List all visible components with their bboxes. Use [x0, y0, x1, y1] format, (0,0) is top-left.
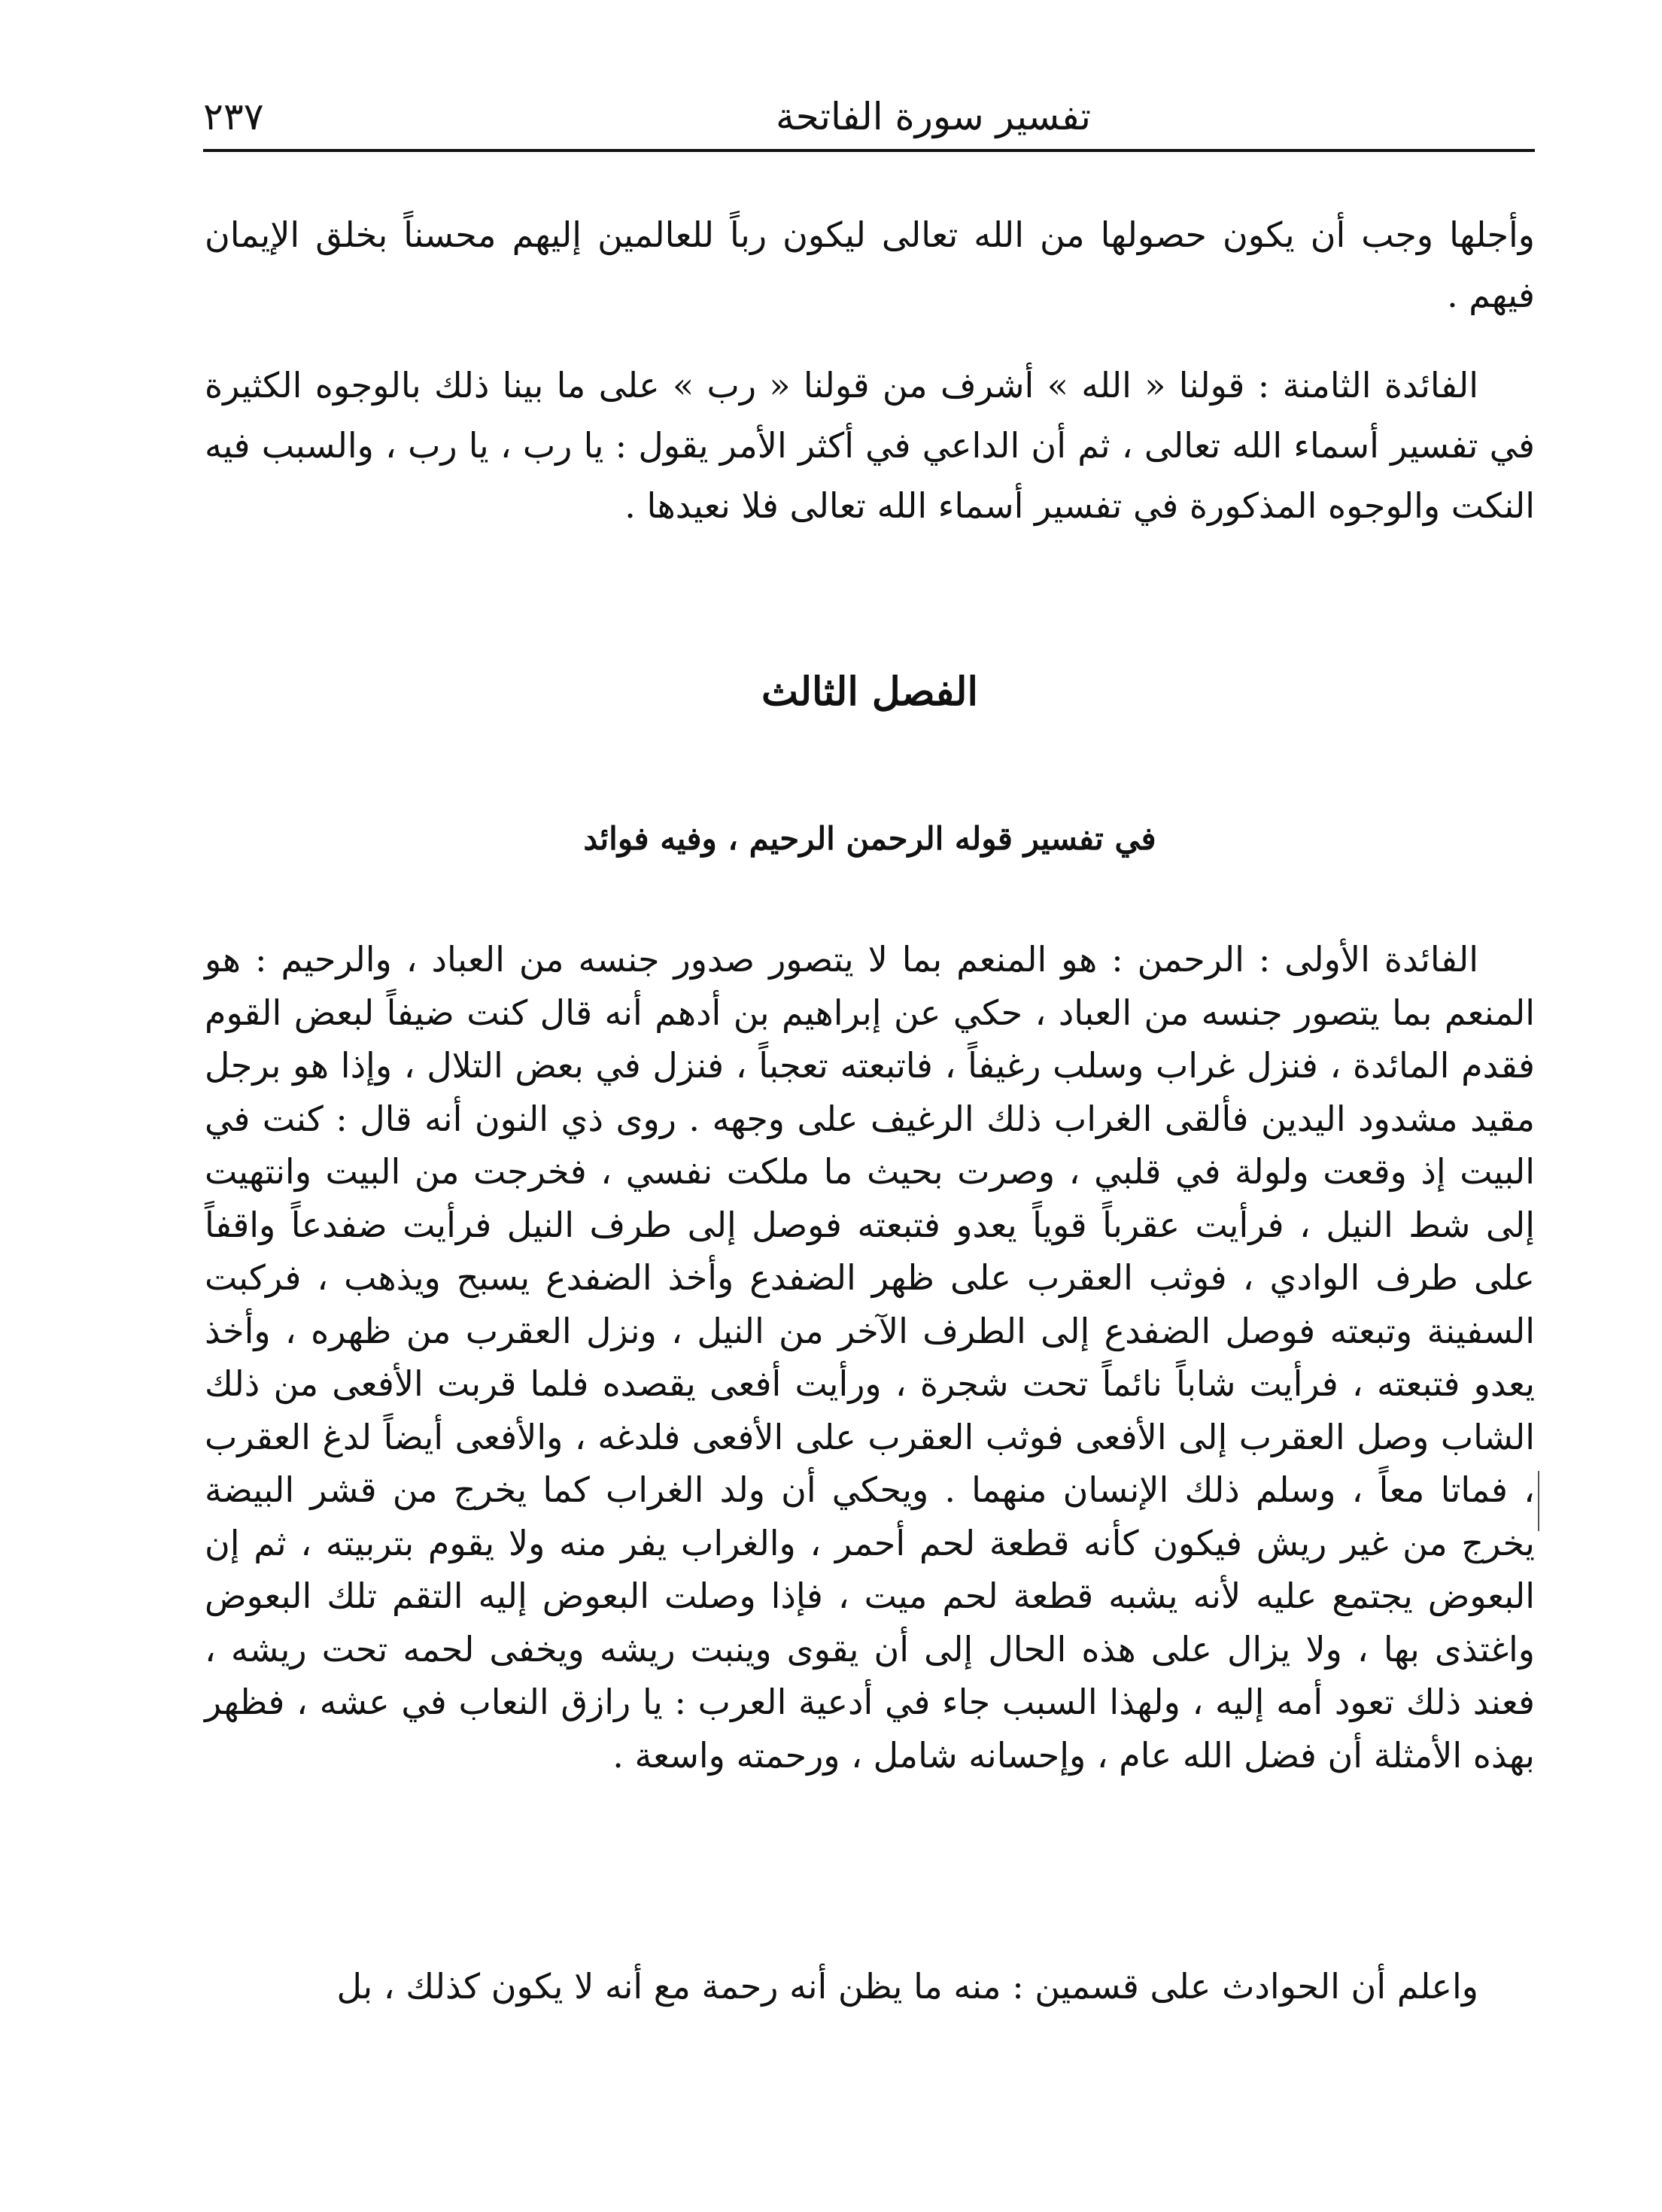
running-header — [203, 83, 1535, 150]
chapter-title: الفصل الثالث — [761, 669, 978, 715]
margin-mark — [1538, 1471, 1539, 1531]
paragraph-events — [205, 1956, 1535, 2016]
paragraph-eighth-benefit — [205, 355, 1535, 536]
paragraph-text: الفائدة الثامنة : قولنا « الله » أشرف من قولنا « رب » على ما بينا ذلك بالوجوه الكثيرة في تفسير أسماء الله تعالى ، ثم أن الداعي في أكثر الأمر يقول : يا رب ، يا رب ، والسبب فيه النكت والوجوه المذكورة في تفسير أسماء الله تعالى فلا نعيدها . — [205, 365, 1535, 526]
paragraph-text: الفائدة الأولى : الرحمن : هو المنعم بما لا يتصور صدور جنسه من العباد ، والرحيم : هو المنعم بما يتصور جنسه من العباد ، حكي عن إبراهيم بن أدهم أنه قال كنت ضيفاً لبعض القوم فقدم المائدة ، فنزل غراب وسلب رغيفاً ، فاتبعته تعجباً ، فنزل في بعض التلال ، وإذا هو برجل مقيد مشدود اليدين فألقى الغراب ذلك الرغيف على وجهه . روى ذي النون أنه قال : كنت في البيت إذ وقعت ولولة في قلبي ، وصرت بحيث ما ملكت نفسي ، فخرجت من البيت وانتهيت إلى شط النيل ، فرأيت عقرباً قوياً يعدو فتبعته فوصل إلى طرف النيل فرأيت ضفدعاً واقفاً على طرف الوادي ، فوثب العقرب على ظهر الضفدع وأخذ الضفدع يسبح ويذهب ، فركبت السفينة وتبعته فوصل الضفدع إلى الطرف الآخر من النيل ، ونزل العقرب من ظهره ، وأخذ يعدو فتبعته ، فرأيت شاباً نائماً تحت شجرة ، ورأيت أفعى يقصده فلما قربت الأفعى من ذلك الشاب وصل العقرب إلى الأفعى فوثب العقرب على الأفعى فلدغه ، والأفعى أيضاً لدغ العقرب ، فماتا معاً ، وسلم ذلك الإنسان منهما . ويحكي أن ولد الغراب كما يخرج من قشر البيضة يخرج من غير ريش فيكون كأنه قطعة لحم أحمر ، والغراب يفر منه ولا يقوم بتربيته ، ثم إن البعوض يجتمع عليه لأنه يشبه قطعة لحم ميت ، فإذا وصلت البعوض إليه التقم تلك البعوض واغتذى بها ، ولا يزال على هذه الحال إلى أن يقوى وينبت ريشه ويخفى لحمه تحت ريشه ، فعند ذلك تعود أمه إليه ، ولهذا السبب جاء في أدعية العرب : يا رازق النعاب في عشه ، فظهر بهذه الأمثلة أن فضل الله عام ، وإحسانه شامل ، ورحمته واسعة . — [205, 939, 1535, 1776]
paragraph-text: وأجلها وجب أن يكون حصولها من الله تعالى ليكون رباً للعالمين إليهم محسناً بخلق الإيمان فيهم . — [205, 214, 1535, 315]
chapter-subtitle: في تفسير قوله الرحمن الرحيم ، وفيه فوائد — [583, 820, 1156, 857]
header-rule — [203, 149, 1535, 152]
page-number: ٢٣٧ — [203, 95, 264, 138]
paragraph-text: واعلم أن الحوادث على قسمين : منه ما يظن أنه رحمة مع أنه لا يكون كذلك ، بل — [336, 1966, 1478, 2007]
paragraph-first-benefit — [205, 933, 1535, 1782]
running-title: تفسير سورة الفاتحة — [776, 95, 1091, 138]
paragraph-continuation — [205, 205, 1535, 325]
